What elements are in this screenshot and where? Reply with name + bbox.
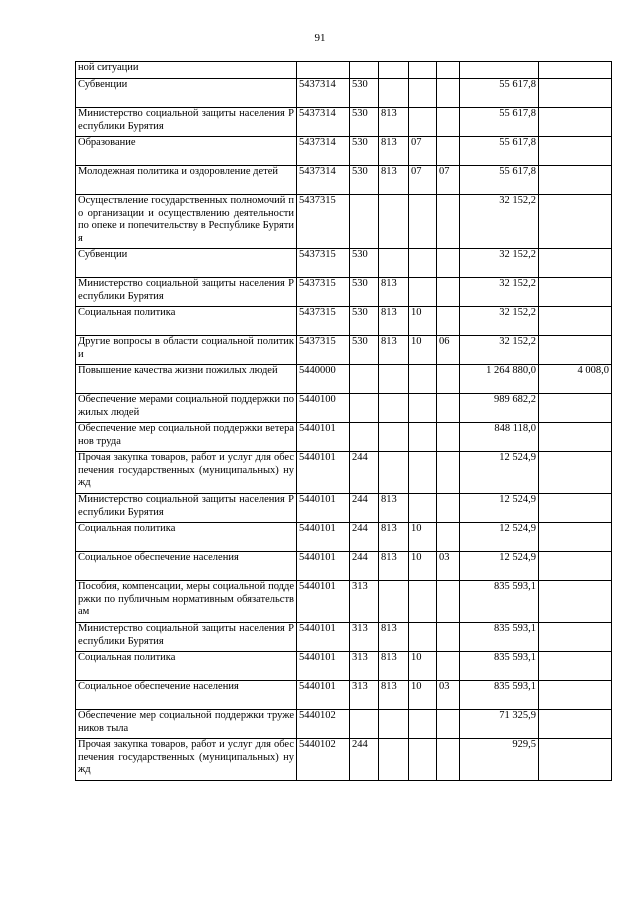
- table-body: [76, 62, 612, 781]
- row-group-cell: 313: [350, 681, 379, 710]
- row-code-cell: 5440101: [297, 423, 350, 452]
- row-amount-cell: 55 617,8: [460, 108, 539, 137]
- row-name-cell: Осуществление государственных полномочий по организации и осуществлению деятельности по опеке и попечительству в Республике Бурятия: [76, 195, 297, 249]
- row-code-cell: 5440101: [297, 523, 350, 552]
- row-extra-amount-cell: [539, 581, 612, 623]
- row-name-cell: Обеспечение мер социальной поддержки тружеников тыла: [76, 710, 297, 739]
- row-department-cell: 813: [379, 336, 409, 365]
- row-code-cell: 5440100: [297, 394, 350, 423]
- row-department-cell: 813: [379, 552, 409, 581]
- row-extra-amount-cell: [539, 681, 612, 710]
- row-subsection-cell: 07: [437, 166, 460, 195]
- table-row: [76, 494, 612, 523]
- row-amount-cell: 929,5: [460, 739, 539, 781]
- row-name-cell: Социальная политика: [76, 523, 297, 552]
- row-code-cell: 5440102: [297, 710, 350, 739]
- row-amount-cell: 989 682,2: [460, 394, 539, 423]
- row-amount-cell: 835 593,1: [460, 581, 539, 623]
- table-row: [76, 394, 612, 423]
- row-department-cell: [379, 394, 409, 423]
- row-code-cell: [297, 62, 350, 79]
- row-extra-amount-cell: 4 008,0: [539, 365, 612, 394]
- row-section-cell: 10: [409, 652, 437, 681]
- row-name-cell: Обеспечение мер социальной поддержки ветеранов труда: [76, 423, 297, 452]
- row-section-cell: [409, 423, 437, 452]
- table-row: [76, 365, 612, 394]
- row-section-cell: 10: [409, 552, 437, 581]
- row-name-cell: Министерство социальной защиты населения Республики Бурятия: [76, 278, 297, 307]
- row-department-cell: 813: [379, 494, 409, 523]
- row-department-cell: 813: [379, 307, 409, 336]
- row-extra-amount-cell: [539, 79, 612, 108]
- row-name-cell: Молодежная политика и оздоровление детей: [76, 166, 297, 195]
- row-section-cell: [409, 365, 437, 394]
- row-subsection-cell: [437, 62, 460, 79]
- row-amount-cell: 71 325,9: [460, 710, 539, 739]
- row-code-cell: 5440101: [297, 623, 350, 652]
- row-amount-cell: 12 524,9: [460, 552, 539, 581]
- row-subsection-cell: [437, 79, 460, 108]
- row-amount-cell: 32 152,2: [460, 249, 539, 278]
- table-row: [76, 108, 612, 137]
- row-group-cell: 313: [350, 652, 379, 681]
- row-extra-amount-cell: [539, 452, 612, 494]
- table-row: [76, 739, 612, 781]
- row-amount-cell: 12 524,9: [460, 452, 539, 494]
- row-extra-amount-cell: [539, 166, 612, 195]
- row-subsection-cell: [437, 581, 460, 623]
- row-department-cell: [379, 452, 409, 494]
- row-name-cell: Субвенции: [76, 79, 297, 108]
- row-name-cell: Повышение качества жизни пожилых людей: [76, 365, 297, 394]
- row-section-cell: [409, 62, 437, 79]
- row-extra-amount-cell: [539, 552, 612, 581]
- row-group-cell: 313: [350, 581, 379, 623]
- row-subsection-cell: [437, 365, 460, 394]
- row-name-cell: Прочая закупка товаров, работ и услуг для обеспечения государственных (муниципальных) нужд: [76, 452, 297, 494]
- row-extra-amount-cell: [539, 62, 612, 79]
- table-row: [76, 195, 612, 249]
- row-extra-amount-cell: [539, 739, 612, 781]
- table-row: [76, 249, 612, 278]
- row-group-cell: [350, 195, 379, 249]
- row-group-cell: 313: [350, 623, 379, 652]
- row-subsection-cell: [437, 108, 460, 137]
- row-extra-amount-cell: [539, 278, 612, 307]
- row-subsection-cell: [437, 423, 460, 452]
- row-group-cell: [350, 394, 379, 423]
- row-section-cell: [409, 623, 437, 652]
- row-name-cell: Министерство социальной защиты населения Республики Бурятия: [76, 108, 297, 137]
- row-section-cell: [409, 710, 437, 739]
- row-subsection-cell: [437, 307, 460, 336]
- row-subsection-cell: [437, 710, 460, 739]
- row-department-cell: 813: [379, 108, 409, 137]
- row-amount-cell: 32 152,2: [460, 307, 539, 336]
- row-name-cell: Пособия, компенсации, меры социальной поддержки по публичным нормативным обязательствам: [76, 581, 297, 623]
- row-amount-cell: 32 152,2: [460, 336, 539, 365]
- row-department-cell: [379, 365, 409, 394]
- row-department-cell: 813: [379, 137, 409, 166]
- row-department-cell: [379, 195, 409, 249]
- row-extra-amount-cell: [539, 652, 612, 681]
- row-subsection-cell: [437, 195, 460, 249]
- row-code-cell: 5440101: [297, 581, 350, 623]
- row-department-cell: 813: [379, 623, 409, 652]
- row-department-cell: [379, 249, 409, 278]
- table-row: [76, 137, 612, 166]
- row-extra-amount-cell: [539, 307, 612, 336]
- row-section-cell: [409, 739, 437, 781]
- row-group-cell: 244: [350, 452, 379, 494]
- row-extra-amount-cell: [539, 108, 612, 137]
- table-row: [76, 423, 612, 452]
- table-row: [76, 278, 612, 307]
- row-amount-cell: 848 118,0: [460, 423, 539, 452]
- row-extra-amount-cell: [539, 423, 612, 452]
- row-amount-cell: 32 152,2: [460, 278, 539, 307]
- budget-table: [75, 61, 612, 781]
- row-department-cell: [379, 423, 409, 452]
- row-code-cell: 5440101: [297, 552, 350, 581]
- row-section-cell: [409, 452, 437, 494]
- table-row: [76, 166, 612, 195]
- row-subsection-cell: [437, 523, 460, 552]
- row-name-cell: Образование: [76, 137, 297, 166]
- row-amount-cell: 835 593,1: [460, 623, 539, 652]
- row-amount-cell: 12 524,9: [460, 523, 539, 552]
- row-section-cell: [409, 494, 437, 523]
- table-row: [76, 710, 612, 739]
- row-group-cell: 244: [350, 494, 379, 523]
- table-row: [76, 681, 612, 710]
- row-code-cell: 5440000: [297, 365, 350, 394]
- row-department-cell: 813: [379, 166, 409, 195]
- row-group-cell: 530: [350, 166, 379, 195]
- row-group-cell: 244: [350, 523, 379, 552]
- row-amount-cell: 55 617,8: [460, 166, 539, 195]
- row-name-cell: Другие вопросы в области социальной политики: [76, 336, 297, 365]
- row-section-cell: [409, 79, 437, 108]
- row-group-cell: 244: [350, 552, 379, 581]
- row-extra-amount-cell: [539, 137, 612, 166]
- row-group-cell: [350, 710, 379, 739]
- row-amount-cell: 12 524,9: [460, 494, 539, 523]
- row-name-cell: Субвенции: [76, 249, 297, 278]
- row-subsection-cell: [437, 452, 460, 494]
- row-extra-amount-cell: [539, 710, 612, 739]
- row-name-cell: Прочая закупка товаров, работ и услуг для обеспечения государственных (муниципальных) нужд: [76, 739, 297, 781]
- row-code-cell: 5437315: [297, 249, 350, 278]
- row-subsection-cell: [437, 623, 460, 652]
- row-group-cell: [350, 423, 379, 452]
- row-extra-amount-cell: [539, 523, 612, 552]
- page-number: 91: [314, 32, 326, 44]
- row-amount-cell: 55 617,8: [460, 79, 539, 108]
- row-subsection-cell: 03: [437, 681, 460, 710]
- row-code-cell: 5437315: [297, 307, 350, 336]
- row-name-cell: Министерство социальной защиты населения Республики Бурятия: [76, 623, 297, 652]
- table-row: [76, 336, 612, 365]
- row-section-cell: 07: [409, 166, 437, 195]
- row-group-cell: 530: [350, 249, 379, 278]
- row-code-cell: 5440101: [297, 681, 350, 710]
- row-subsection-cell: [437, 278, 460, 307]
- table-row: [76, 652, 612, 681]
- row-extra-amount-cell: [539, 195, 612, 249]
- row-code-cell: 5437315: [297, 195, 350, 249]
- row-section-cell: [409, 108, 437, 137]
- row-amount-cell: [460, 62, 539, 79]
- row-name-cell: ной ситуации: [76, 62, 297, 79]
- row-department-cell: [379, 581, 409, 623]
- row-extra-amount-cell: [539, 336, 612, 365]
- row-code-cell: 5437314: [297, 108, 350, 137]
- table-row: [76, 523, 612, 552]
- row-code-cell: 5440101: [297, 494, 350, 523]
- row-code-cell: 5440101: [297, 452, 350, 494]
- row-extra-amount-cell: [539, 623, 612, 652]
- row-group-cell: 244: [350, 739, 379, 781]
- row-group-cell: [350, 62, 379, 79]
- row-department-cell: 813: [379, 278, 409, 307]
- row-department-cell: 813: [379, 652, 409, 681]
- row-section-cell: [409, 394, 437, 423]
- row-group-cell: 530: [350, 278, 379, 307]
- table-row: [76, 581, 612, 623]
- row-group-cell: 530: [350, 137, 379, 166]
- row-group-cell: 530: [350, 336, 379, 365]
- row-code-cell: 5437315: [297, 336, 350, 365]
- table-row: [76, 79, 612, 108]
- row-extra-amount-cell: [539, 394, 612, 423]
- table-row: [76, 307, 612, 336]
- row-amount-cell: 835 593,1: [460, 652, 539, 681]
- row-code-cell: 5437314: [297, 137, 350, 166]
- row-group-cell: 530: [350, 79, 379, 108]
- row-amount-cell: 55 617,8: [460, 137, 539, 166]
- row-subsection-cell: 06: [437, 336, 460, 365]
- row-section-cell: [409, 581, 437, 623]
- row-amount-cell: 32 152,2: [460, 195, 539, 249]
- row-section-cell: 07: [409, 137, 437, 166]
- row-section-cell: 10: [409, 681, 437, 710]
- row-section-cell: [409, 195, 437, 249]
- row-department-cell: [379, 739, 409, 781]
- row-code-cell: 5440102: [297, 739, 350, 781]
- row-code-cell: 5437314: [297, 166, 350, 195]
- row-name-cell: Министерство социальной защиты населения Республики Бурятия: [76, 494, 297, 523]
- row-department-cell: [379, 79, 409, 108]
- row-department-cell: 813: [379, 523, 409, 552]
- table-row: [76, 62, 612, 79]
- row-extra-amount-cell: [539, 494, 612, 523]
- row-section-cell: 10: [409, 523, 437, 552]
- row-section-cell: 10: [409, 336, 437, 365]
- row-name-cell: Социальное обеспечение населения: [76, 681, 297, 710]
- row-extra-amount-cell: [539, 249, 612, 278]
- row-department-cell: [379, 62, 409, 79]
- row-code-cell: 5440101: [297, 652, 350, 681]
- row-subsection-cell: [437, 739, 460, 781]
- row-section-cell: [409, 278, 437, 307]
- row-code-cell: 5437314: [297, 79, 350, 108]
- row-amount-cell: 835 593,1: [460, 681, 539, 710]
- row-name-cell: Социальная политика: [76, 652, 297, 681]
- row-subsection-cell: 03: [437, 552, 460, 581]
- row-subsection-cell: [437, 137, 460, 166]
- row-group-cell: 530: [350, 108, 379, 137]
- row-subsection-cell: [437, 394, 460, 423]
- row-amount-cell: 1 264 880,0: [460, 365, 539, 394]
- row-name-cell: Обеспечение мерами социальной поддержки пожилых людей: [76, 394, 297, 423]
- table-row: [76, 552, 612, 581]
- row-section-cell: 10: [409, 307, 437, 336]
- table-row: [76, 623, 612, 652]
- row-subsection-cell: [437, 249, 460, 278]
- row-department-cell: [379, 710, 409, 739]
- row-subsection-cell: [437, 494, 460, 523]
- table-row: [76, 452, 612, 494]
- row-name-cell: Социальное обеспечение населения: [76, 552, 297, 581]
- row-section-cell: [409, 249, 437, 278]
- row-subsection-cell: [437, 652, 460, 681]
- row-name-cell: Социальная политика: [76, 307, 297, 336]
- row-group-cell: 530: [350, 307, 379, 336]
- row-code-cell: 5437315: [297, 278, 350, 307]
- row-group-cell: [350, 365, 379, 394]
- row-department-cell: 813: [379, 681, 409, 710]
